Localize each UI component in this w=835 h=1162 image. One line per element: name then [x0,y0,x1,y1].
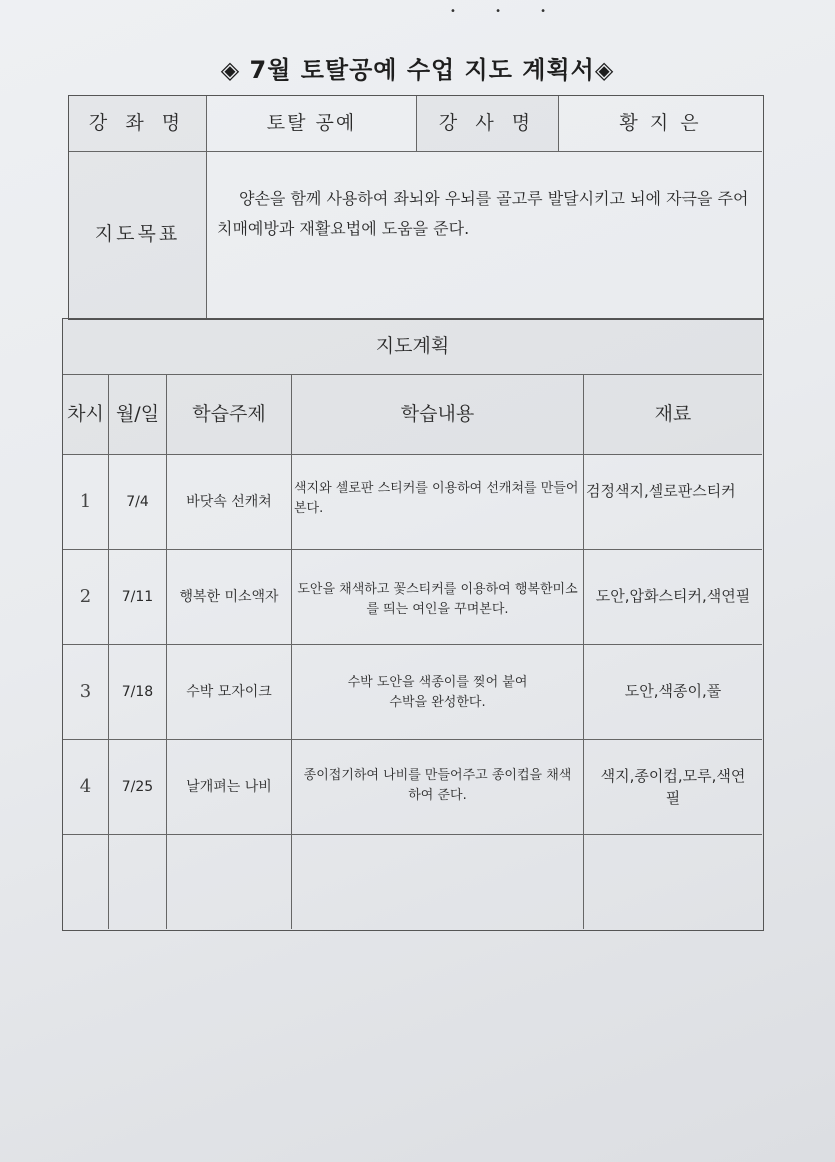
row2-session: 2 [63,550,109,645]
row4-materials: 색지,종이컵,모루,색연필 [584,740,762,835]
row4-content: 종이접기하여 나비를 만들어주고 종이컵을 채색하여 준다. [292,740,584,835]
row3-content: 수박 도안을 색종이를 찢어 붙여 수박을 완성한다. [292,645,584,740]
info-table-frame [68,95,764,320]
plan-table [62,318,764,931]
row2-content: 도안을 채색하고 꽃스티커를 이용하여 행복한미소를 띄는 여인을 꾸며본다. [292,550,584,645]
row3-session: 3 [63,645,109,740]
row4-session: 4 [63,740,109,835]
row2-materials: 도안,압화스티커,색연필 [584,550,762,645]
goal-text: 양손을 함께 사용하여 좌뇌와 우뇌를 골고루 발달시키고 뇌에 자극을 주어 치매예방과 재활요법에 도움을 준다. [217,189,749,239]
header-date: 월/일 [109,375,167,455]
row1-materials: 검정색지,셀로판스티커 [584,455,762,550]
teacher-value: 황 지 은 [559,96,762,152]
teacher-label: 강 사 명 [417,96,559,152]
header-topic: 학습주제 [167,375,292,455]
goal-label: 지도목표 [69,152,207,318]
course-value: 토탈 공예 [207,96,417,152]
row3-materials: 도안,색종이,풀 [584,645,762,740]
header-content: 학습내용 [292,375,584,455]
document-title: ◈ 7월 토탈공예 수업 지도 계획서◈ [220,56,615,84]
header-materials: 재료 [584,375,762,455]
row5-topic [167,835,292,929]
row5-session [63,835,109,929]
row3-topic: 수박 모자이크 [167,645,292,740]
row4-topic: 날개펴는 나비 [167,740,292,835]
row2-date: 7/11 [109,550,167,645]
plan-heading: 지도계획 [63,319,762,375]
row5-content [292,835,584,929]
row1-content: 색지와 셀로판 스티커를 이용하여 선캐쳐를 만들어본다. [292,455,584,550]
row2-topic: 행복한 미소액자 [167,550,292,645]
header-session: 차시 [63,375,109,455]
row1-session: 1 [63,455,109,550]
row5-materials [584,835,762,929]
row3-date: 7/18 [109,645,167,740]
row1-date: 7/4 [109,455,167,550]
scan-marks: • • • [450,6,565,17]
row5-date [109,835,167,929]
course-label: 강 좌 명 [69,96,207,152]
row4-date: 7/25 [109,740,167,835]
row1-topic: 바닷속 선캐쳐 [167,455,292,550]
